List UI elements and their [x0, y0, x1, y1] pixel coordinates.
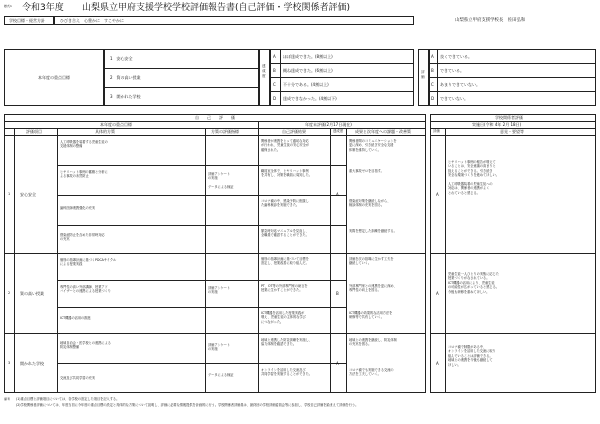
- col-opinion: 意見・要望等: [500, 129, 524, 134]
- achievement-grade-d: D: [273, 96, 277, 101]
- result-2-2: PT、OT等の外部専門家の助言を 授業に生かすことができた。: [261, 284, 308, 293]
- focus-item-1: 1 安心安全: [110, 56, 133, 61]
- evaluation-grade-d: D: [431, 96, 435, 101]
- achievement-text-a: ほぼ達成できた。(8割以上): [283, 54, 333, 59]
- issue-1-4: 実際を想定した訓練を継続する。: [349, 229, 397, 233]
- footnote-mark: 備考: [4, 397, 11, 401]
- principal-name: 山梨県立甲府支援学校長 佐田弘和: [455, 18, 526, 23]
- issue-2-1: 評価を次の指導に生かす工夫を 継続していく。: [349, 257, 394, 266]
- result-3-1: 地域と連携した防災訓練を実施し、 協力体制を確認できた。: [261, 338, 312, 347]
- achievement-grade-a: A: [273, 54, 276, 59]
- group-item-2: 質の高い授業: [20, 291, 44, 296]
- issue-1-3: 感染症対策を継続しながら、 検診体制の充実を図る。: [349, 199, 391, 208]
- evaluation-grade-c: C: [431, 82, 434, 87]
- goal-3-1: 地域自治会・医学校との連携による 防災体制整備: [60, 341, 111, 350]
- issue-2-3: ICT機器の効果的な活用方法を 研修等で共有していく。: [349, 311, 393, 320]
- measure-1: 評価アンケート の実施 データによる検証: [208, 172, 234, 190]
- col-eval-item: 評価項目: [26, 129, 42, 134]
- eval-3: A: [436, 361, 439, 366]
- group-item-1: 安心安全: [20, 192, 36, 197]
- result-1-4: 緊急時対応マニュアルを見直し、 全職員で確認することができた。: [261, 229, 309, 238]
- result-2-3: ICT機器を活用した授業実践が 増え、児童生徒の主体的な学び につながった。: [261, 311, 306, 324]
- title-year: 令和3年度: [22, 3, 64, 13]
- eval-2: A: [436, 291, 439, 296]
- goal-1-3: 歯科医師連携強化の充実: [60, 206, 96, 210]
- evaluation-label: 評価: [421, 70, 425, 79]
- measure-3-2: データによる検証: [208, 373, 234, 377]
- group-no-1: 1: [8, 192, 11, 196]
- focus-item-2: 2 質の高い授業: [110, 75, 141, 80]
- achievement-text-c: 不十分である。(4割以上): [283, 82, 329, 87]
- opinion-3: コロナ禍で制限がある中、 オンラインを活用した交流に取り 組んでいることは評価できる。 地域との連携を今後も継続して ほしい。: [448, 345, 496, 367]
- achievement-grade-b: B: [273, 68, 276, 73]
- form-number: 様式1: [4, 4, 12, 8]
- result-1-1: 関係者が連携をとって適切な対応 が行われ、児童生徒の安心安全が 確保された。: [261, 139, 310, 152]
- achievement-text-d: 達成できなかった。(4割以下): [283, 96, 337, 101]
- goal-2-2: 専門性の高い外部講師、授業アド バイザーとの連携による授業づくり: [60, 285, 111, 294]
- result-1-3: コロナ禍の中、感染予防に配慮し た歯科検診を実施できた。: [261, 199, 309, 208]
- col-focus-header: 本年度の重点目標: [100, 122, 132, 127]
- issue-3-2: コロナ禍でも実施できる交流の 方法を工夫していく。: [349, 368, 394, 377]
- evaluation-text-a: 良くできている。: [440, 54, 472, 59]
- measure-2: 評価アンケート の実施: [208, 286, 231, 295]
- grade-1: A: [336, 192, 339, 197]
- goal-3-2: 交流及び共同学習の充実: [60, 376, 96, 380]
- goal-text: ひびき合え 心豊かに すこやかに: [60, 18, 124, 23]
- focus-item-3: 3 開かれた学校: [110, 94, 141, 99]
- issue-1-1: 関係者間のコミュニケーションを 更に深め、引き続き安全な支援 体制を維持していく。: [349, 139, 397, 152]
- footnote-1: (1)重点目標と評価項目については、各学校の設定した項目を記入する。: [16, 397, 120, 401]
- goal-label: 学校目標・経営方針: [9, 18, 45, 23]
- issue-2-2: 外部専門家との連携を更に深め、 専門性の向上を図る。: [349, 284, 397, 293]
- goal-1-1: 人工呼吸器を装着する児童生徒の 支援体制の整備: [60, 140, 108, 149]
- evaluation-text-b: できている。: [440, 68, 464, 73]
- achievement-text-b: 概ね達成できた。(6割以上): [283, 68, 333, 73]
- result-1-2: 職員室全体で、ヒヤリハット事例 を共有し、対策を職員に周知した。: [261, 169, 312, 178]
- group-no-3: 3: [8, 361, 11, 365]
- self-eval-header: 自 己 評 価: [195, 115, 235, 120]
- page-title: 山梨県立甲府支援学校学校評価報告書(自己評価・学校関係者評価): [82, 3, 351, 13]
- related-eval-header: 学校関係者評価: [495, 115, 523, 120]
- opinion-1: ヒヤリハット事例の報告が増えて いることは、安全意識の高まりと 捉えることができる。引き続き 安全な環境づくりを進めてほしい。 人工呼吸器装着の児童生徒への 対応は、関係者の連携がよく とれていると感じる。: [448, 160, 499, 195]
- col-issues: 成果と次年度への課題・改善策: [355, 129, 411, 134]
- measure-3-1: 評価アンケート の実施: [208, 343, 231, 352]
- evaluation-text-d: できていない。: [440, 96, 468, 101]
- group-item-3: 開かれた学校: [20, 361, 44, 366]
- col-date: 実施日(令和 4年 2月 18日): [472, 122, 522, 127]
- opinion-2: 児童生徒一人ひとりの実態に応じた 授業づくりがなされている。 ICT機器の活用により、児童生徒 の可能性が広がっていると感じる。 今後も研修を重ねてほしい。: [448, 272, 499, 294]
- goal-2-3: ICT機器の活用の推進: [60, 316, 91, 320]
- issue-1-2: 重大事故ゼロを目指す。: [349, 169, 384, 173]
- evaluation-grade-b: B: [431, 68, 434, 73]
- evaluation-text-c: あまりできていない。: [440, 82, 480, 87]
- col-year-end: 年度末評価(2月17日現在): [305, 122, 352, 127]
- goal-1-4: 感染症防止を含めた非常時対応 の充実: [60, 233, 105, 242]
- col-concrete-goal: 具体的方策: [95, 129, 115, 134]
- goal-1-2: ヒヤリハット事例の蓄積と分析に よる事故の未然防止: [60, 170, 108, 179]
- col-self-eval-result: 自己評価結果: [282, 129, 306, 134]
- achievement-label: 達成度: [262, 64, 266, 78]
- result-2-1: 個別の指導計画に基づいて目標を 設定し、授業改善に取り組んだ。: [261, 257, 309, 266]
- grade-2: B: [336, 291, 339, 296]
- grade-3: A: [336, 361, 339, 366]
- issue-3-1: 地域との連携を継続し、防災体制 の充実を図る。: [349, 338, 397, 347]
- footnote-2: (2)学校関係者評価については、年度当初に今年度の重点目標の設定と具体的な方策について説明し、評価に必要な情報提供を計画的に行う。学校関係者評価員は、最終回の学校評価委員会等に参加し、学校自己評価を踏まえて評価を行う。: [16, 403, 359, 407]
- goal-2-1: 個別の指導計画に基づくPDCAサイクル による授業実践: [60, 258, 117, 267]
- col-achievement: 達成度: [333, 129, 344, 133]
- eval-1: A: [436, 192, 439, 197]
- col-evaluation: 評価: [433, 129, 440, 133]
- achievement-grade-c: C: [273, 82, 276, 87]
- focus-label: 本年度の重点目標: [38, 75, 70, 80]
- evaluation-grade-a: A: [431, 54, 434, 59]
- col-measure: 方策の評価指標: [211, 129, 239, 134]
- result-3-2: オンラインを活用した交流及び 共同学習を実施することができた。: [261, 368, 312, 377]
- group-no-2: 2: [8, 291, 11, 295]
